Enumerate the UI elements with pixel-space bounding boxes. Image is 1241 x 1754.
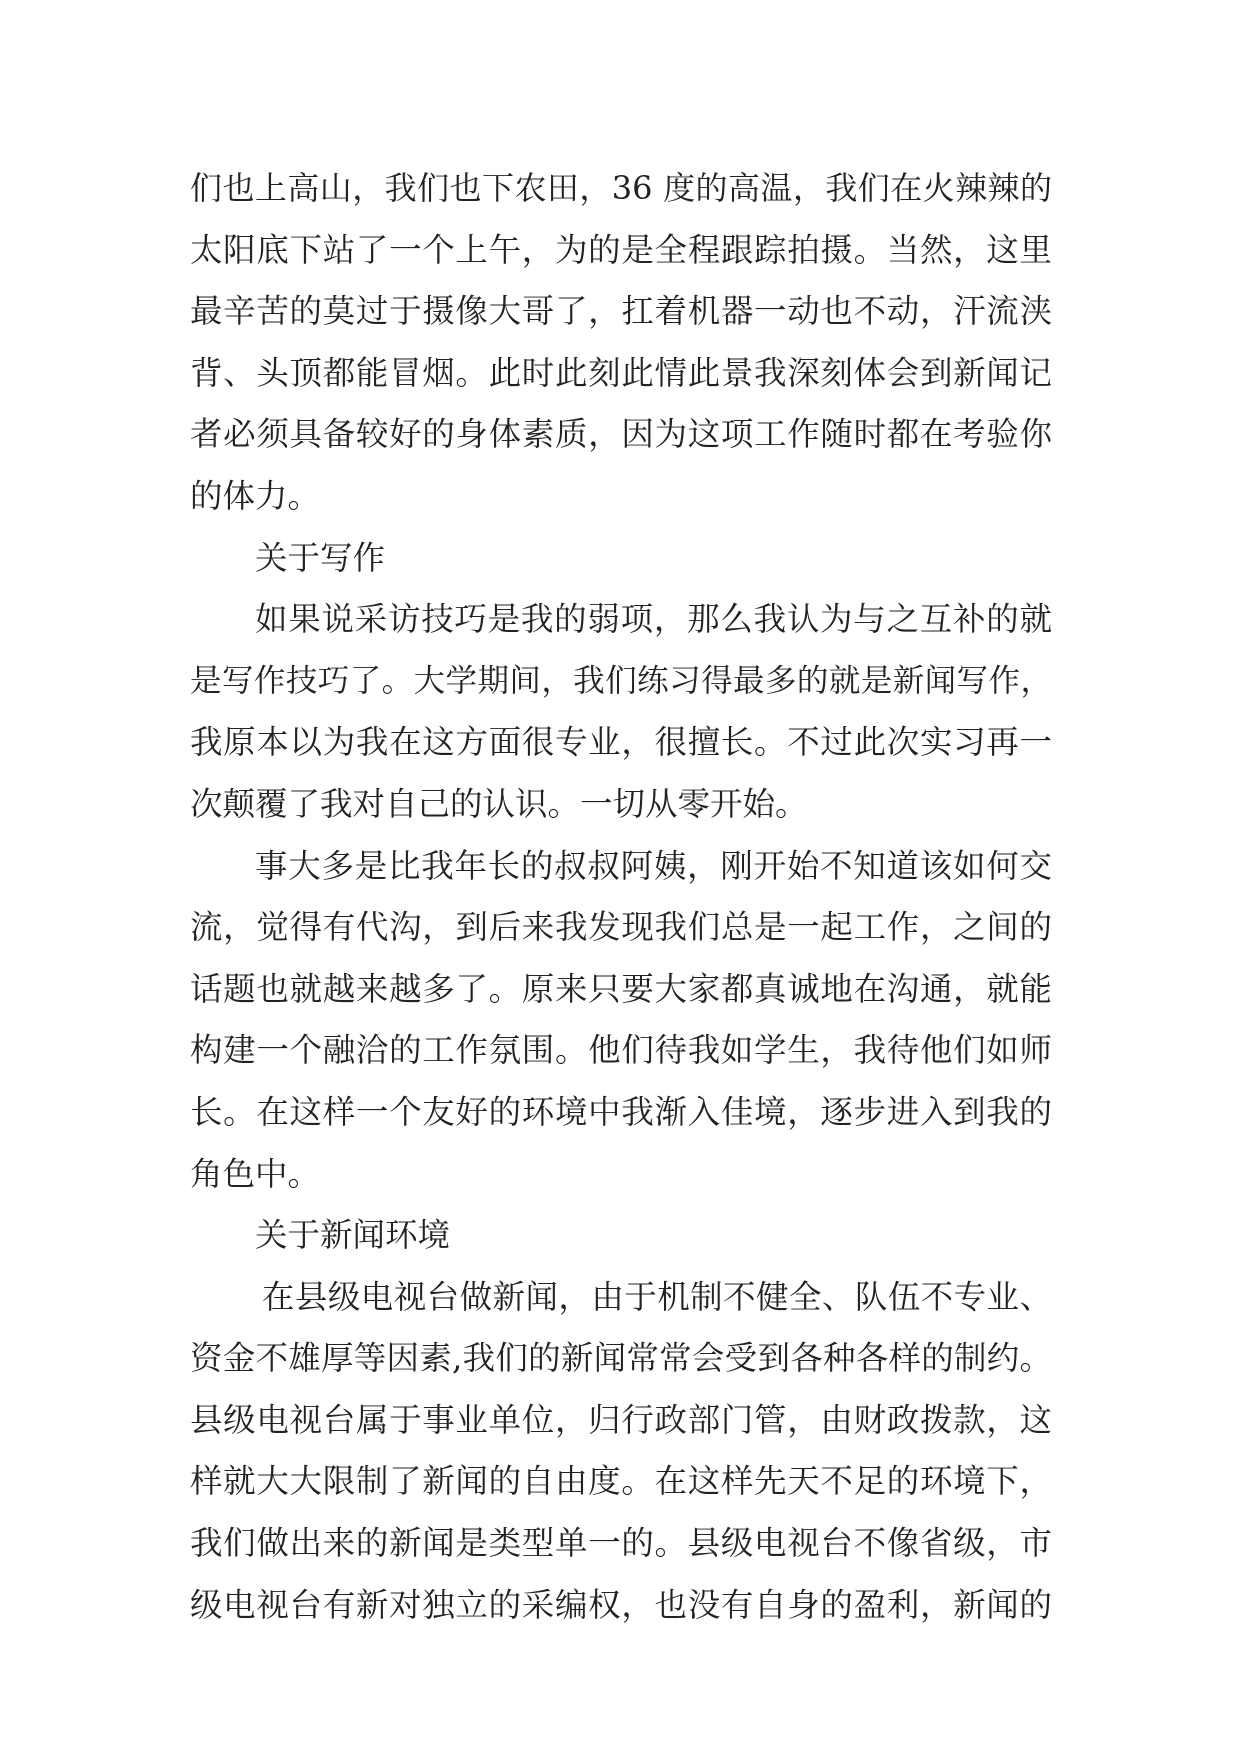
text-line: 次颠覆了我对自己的认识。一切从零开始。 xyxy=(190,784,808,823)
text-line: 太阳底下站了一个上午，为的是全程跟踪拍摄。当然，这里 xyxy=(190,230,1052,269)
text-line: 是写作技巧了。大学期间，我们练习得最多的就是新闻写作， xyxy=(190,662,1052,699)
text-line: 我原本以为我在这方面很专业，很擅长。不过此次实习再一 xyxy=(190,723,1052,762)
text-line: 在县级电视台做新闻，由于机制不健全、队伍不专业、 xyxy=(262,1277,1052,1316)
section-heading: 关于写作 xyxy=(255,538,386,577)
text-line: 事大多是比我年长的叔叔阿姨，刚开始不知道该如何交 xyxy=(255,846,1052,885)
text-line: 流，觉得有代沟，到后来我发现我们总是一起工作，之间的 xyxy=(190,908,1052,947)
body-text xyxy=(190,158,1052,1636)
text-line: 最辛苦的莫过于摄像大哥了，扛着机器一动也不动，汗流浃 xyxy=(190,292,1052,331)
text-line: 构建一个融洽的工作氛围。他们待我如学生，我待他们如师 xyxy=(190,1031,1052,1070)
text-line: 话题也就越来越多了。原来只要大家都真诚地在沟通，就能 xyxy=(190,969,1052,1008)
text-line: 的体力。 xyxy=(190,476,321,515)
text-line: 样就大大限制了新闻的自由度。在这样先天不足的环境下， xyxy=(190,1462,1052,1501)
text-line: 资金不雄厚等因素,我们的新闻常常会受到各种各样的制约。 xyxy=(190,1339,1052,1378)
text-line: 长。在这样一个友好的环境中我渐入佳境，逐步进入到我的 xyxy=(190,1092,1052,1131)
text-line: 背、头顶都能冒烟。此时此刻此情此景我深刻体会到新闻记 xyxy=(190,353,1052,392)
text-line: 县级电视台属于事业单位，归行政部门管，由财政拨款，这 xyxy=(190,1400,1052,1439)
text-line: 角色中。 xyxy=(190,1154,321,1193)
text-line: 级电视台有新对独立的采编权，也没有自身的盈利，新闻的 xyxy=(190,1585,1052,1624)
text-line: 如果说采访技巧是我的弱项，那么我认为与之互补的就 xyxy=(255,600,1052,639)
text-line: 者必须具备较好的身体素质，因为这项工作随时都在考验你 xyxy=(190,415,1052,454)
text-line: 我们做出来的新闻是类型单一的。县级电视台不像省级，市 xyxy=(190,1524,1052,1563)
section-heading: 关于新闻环境 xyxy=(255,1216,451,1255)
text-line: 们也上高山，我们也下农田，36 度的高温，我们在火辣辣的 xyxy=(190,169,1052,207)
